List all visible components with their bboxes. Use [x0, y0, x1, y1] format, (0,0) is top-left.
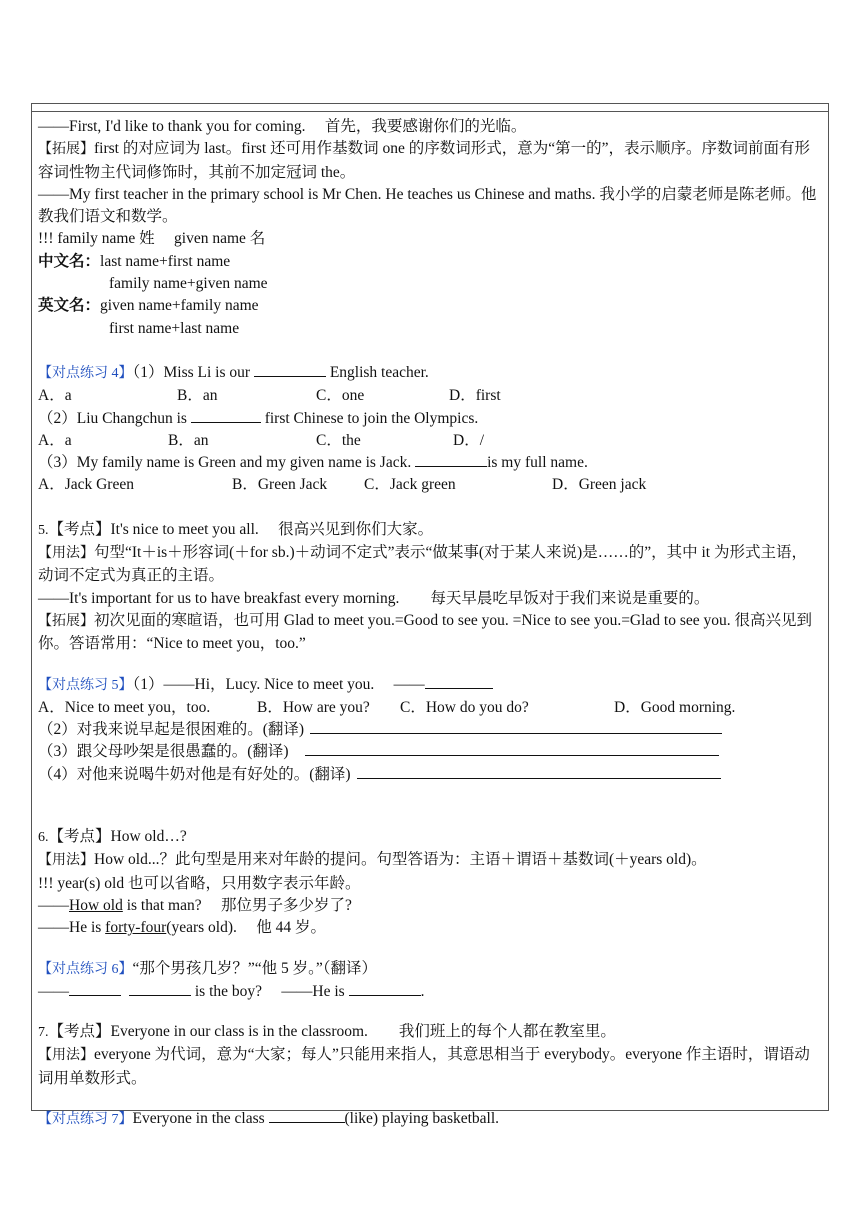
top-divider	[32, 111, 828, 112]
exercise-tag: 【对点练习 4】	[38, 365, 133, 381]
point-6-heading	[38, 826, 822, 849]
exercise-6-answer	[38, 981, 822, 1003]
sentence-text: (years old). 他 44 岁。	[166, 919, 327, 937]
option[interactable]: D．Good morning.	[614, 698, 736, 716]
option[interactable]: D．Green jack	[552, 476, 647, 494]
exercise-5-q1-options	[38, 697, 822, 719]
extension-note	[38, 138, 822, 184]
question-text: English teacher.	[325, 363, 429, 381]
option[interactable]: A．a	[38, 431, 72, 449]
question-text: Everyone in the class	[132, 1109, 269, 1127]
exercise-5-q4	[38, 764, 822, 786]
exercise-tag: 【对点练习 6】	[38, 961, 133, 977]
question-text: （1）Miss Li is our	[132, 363, 254, 381]
answer-blank[interactable]	[415, 452, 487, 467]
underlined-phrase: forty-four	[105, 919, 167, 937]
english-name-row-2: first name+last name	[109, 319, 240, 337]
label: 英文名：	[38, 297, 101, 315]
extension-text: first 的对应词为 last。first 还可用作基数词 one 的序数词形式，意为“第一的”，表示顺序。序数词前面有形容词性物主代词修饰时，其前不加定冠词 the。	[38, 140, 810, 181]
extension-text: 初次见面的寒暄语，也可用 Glad to meet you.=Good to see you. =Nice to see you.=Glad to see you. 很高兴见到你。答语常用：“Nice to meet you，too.”	[38, 611, 813, 653]
answer-blank[interactable]	[425, 674, 493, 689]
underlined-phrase: How old	[69, 896, 123, 914]
option[interactable]: C．Jack green	[364, 476, 456, 494]
option[interactable]: C．How do you do?	[400, 698, 529, 716]
option[interactable]: C．one	[316, 387, 365, 405]
point-number: 5.	[38, 522, 49, 538]
question-text: （1）——Hi，Lucy. Nice to meet you. ——	[132, 675, 425, 693]
example-sentence: ——It's important for us to have breakfast every morning. 每天早晨吃早饭对于我们来说是重要的。	[38, 589, 710, 607]
question-text: .	[420, 982, 425, 1000]
point-5-heading	[38, 519, 822, 542]
tag-label: 【拓展】	[38, 142, 94, 158]
question-text: （3）跟父母吵架是很愚蠢的。(翻译)	[38, 743, 289, 761]
usage-text: 句型“It＋is＋形容词(＋for sb.)＋动词不定式”表示“做某事(对于某人来说)是……的”，其中 it 为形式主语，动词不定式为真正的主语。	[38, 544, 807, 585]
option[interactable]: A．Nice to meet you，too.	[38, 698, 211, 716]
usage-tag: 【用法】	[38, 853, 94, 869]
exercise-4-q3-options	[38, 474, 822, 496]
option[interactable]: A．Jack Green	[38, 476, 134, 494]
point-number: 7.	[38, 1025, 49, 1041]
usage-note	[38, 849, 822, 872]
point-tag: 【考点】	[48, 520, 111, 538]
question-text: (like) playing basketball.	[344, 1109, 500, 1127]
question-text: （4）对他来说喝牛奶对他是有好处的。(翻译)	[38, 765, 351, 783]
question-text: “那个男孩几岁？”“他 5 岁。”（翻译）	[132, 959, 378, 977]
option[interactable]: A．a	[38, 387, 72, 405]
english-name-row	[38, 295, 822, 317]
label: 中文名：	[38, 252, 101, 270]
answer-blank[interactable]	[69, 981, 121, 996]
answer-blank[interactable]	[254, 362, 326, 377]
chinese-name-row-2: family name+given name	[109, 275, 268, 293]
answer-blank[interactable]	[349, 981, 421, 996]
option[interactable]: C．the	[316, 431, 361, 449]
question-text: （2）Liu Changchun is	[38, 409, 191, 427]
example-sentence: ——First, I'd like to thank you for coming. 首先，我要感谢你们的光临。	[38, 118, 527, 135]
answer-blank[interactable]	[310, 719, 722, 734]
option[interactable]: B．How are you?	[257, 698, 370, 716]
value: given name+family name	[100, 297, 259, 315]
question-text: is my full name.	[487, 454, 588, 472]
exercise-4-q2-options	[38, 430, 822, 452]
exercise-tag: 【对点练习 5】	[38, 677, 133, 693]
option[interactable]: B．an	[177, 387, 218, 405]
point-7-heading	[38, 1021, 822, 1044]
exercise-4-q2	[38, 408, 822, 430]
exercise-5-q1	[38, 674, 822, 697]
question-text: （2）对我来说早起是很困难的。(翻译)	[38, 721, 305, 739]
content-table-cell	[31, 103, 829, 1127]
exercise-5-q3	[38, 741, 822, 763]
exercise-7-q	[38, 1108, 822, 1131]
document-body	[38, 116, 822, 1131]
usage-text: How old...？此句型是用来对年龄的提问。句型答语为：主语＋谓语＋基数词(＋years old)。	[94, 851, 707, 869]
answer-blank[interactable]	[269, 1108, 345, 1123]
option[interactable]: B．Green Jack	[232, 476, 328, 494]
age-note: !!! year(s) old 也可以省略，只用数字表示年龄。	[38, 874, 361, 892]
answer-blank[interactable]	[129, 981, 191, 996]
extension-note	[38, 610, 822, 656]
point-tag: 【考点】	[48, 1023, 111, 1041]
option[interactable]: B．an	[168, 431, 209, 449]
exercise-4-q3	[38, 452, 822, 474]
point-text: How old…?	[110, 828, 187, 846]
example-sentence: ——My first teacher in the primary school is Mr Chen. He teaches us Chinese and maths. 我小学的启蒙老师是陈老师。他教我们语文和数学。	[38, 185, 817, 226]
question-text: first Chinese to join the Olympics.	[260, 409, 479, 427]
usage-tag: 【用法】	[38, 1048, 94, 1064]
point-number: 6.	[38, 830, 49, 846]
chinese-name-row	[38, 251, 822, 273]
exercise-tag: 【对点练习 7】	[38, 1111, 133, 1127]
sentence-text: ——He is	[38, 919, 106, 937]
usage-note	[38, 542, 822, 588]
extension-tag: 【拓展】	[38, 613, 94, 629]
name-note: !!! family name 姓 given name 名	[38, 230, 266, 248]
example-sentence	[38, 917, 822, 939]
value: last name+first name	[100, 252, 231, 270]
example-sentence	[38, 895, 822, 917]
option[interactable]: D．first	[449, 387, 501, 405]
usage-note	[38, 1044, 822, 1090]
point-tag: 【考点】	[48, 828, 111, 846]
exercise-6-q	[38, 958, 822, 981]
sentence-text: is that man? 那位男子多少岁了?	[122, 896, 352, 914]
question-text: is the boy? ——He is	[191, 982, 349, 1000]
answer-blank[interactable]	[305, 741, 719, 756]
answer-blank[interactable]	[191, 408, 261, 423]
dash: ——	[38, 896, 69, 914]
point-text: It's nice to meet you all. 很高兴见到你们大家。	[110, 520, 434, 538]
dash: ——	[38, 982, 69, 1000]
exercise-4-q1-options	[38, 385, 822, 407]
option[interactable]: D．/	[453, 431, 485, 449]
exercise-5-q2	[38, 719, 822, 741]
usage-tag: 【用法】	[38, 546, 94, 562]
point-text: Everyone in our class is in the classroom. 我们班上的每个人都在教室里。	[110, 1023, 616, 1041]
exercise-4-q1	[38, 362, 822, 385]
answer-blank[interactable]	[357, 764, 721, 779]
question-text: （3）My family name is Green and my given name is Jack.	[38, 454, 416, 472]
usage-text: everyone 为代词，意为“大家；每人”只能用来指人，其意思相当于 everybody。everyone 作主语时，谓语动词用单数形式。	[38, 1046, 810, 1087]
